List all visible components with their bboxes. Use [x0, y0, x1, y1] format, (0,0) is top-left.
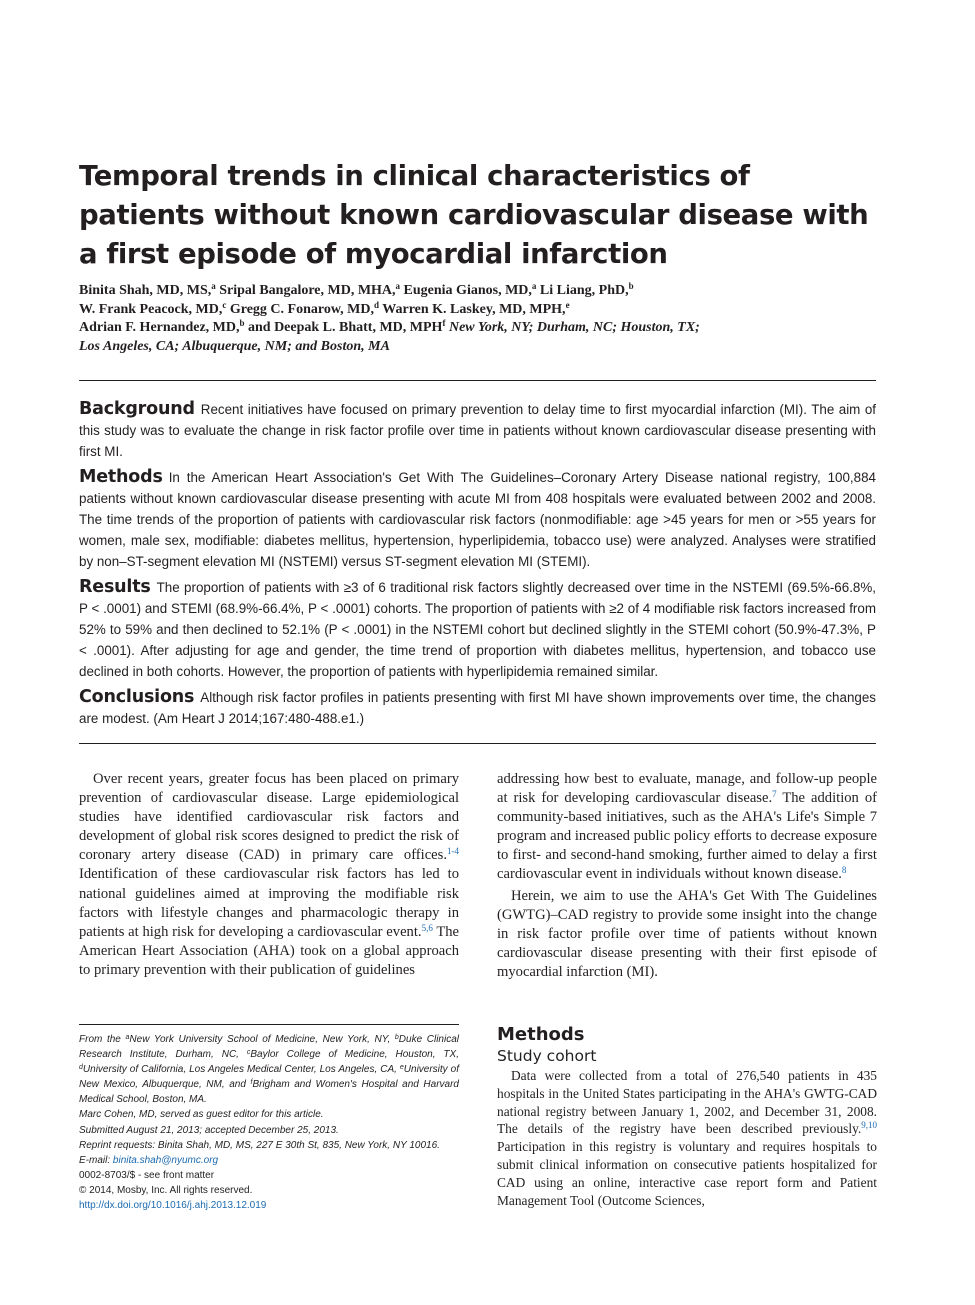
author-line-2 [79, 301, 879, 320]
methods-heading: Methods [497, 1024, 585, 1045]
abstract [79, 399, 876, 735]
guest-editor-note: Marc Cohen, MD, served as guest editor for this article. [79, 1109, 324, 1121]
intro-text: Identification of these cardiovascular risk factors has led to national guidelines aimed at improving the modifiable risk factors with lifestyle changes and pharmacologic therapy in patients at high risk for developing a cardiovascular event. [79, 866, 459, 940]
author-affil: b [239, 318, 245, 328]
abstract-top-rule [79, 380, 876, 381]
methods-paragraph [497, 1067, 877, 1209]
affil-mark: a [125, 1034, 130, 1041]
author-affil: d [374, 299, 380, 310]
author-locations: New York, NY; Durham, NC; Houston, TX; [448, 320, 700, 335]
intro-right-column [497, 770, 877, 982]
affiliations-footnote [79, 1032, 459, 1107]
author-affil: a [531, 281, 537, 291]
abstract-results-text: The proportion of patients with ≥3 of 6 traditional risk factors slightly decreased over time in the NSTEMI (69.5%-66.8%, P < .0001) and STEMI (68.9%-66.4%, P < .0001) cohorts. The proportion of patients with ≥2 of 4 modifiable risk factors increased from 52% to 59% and then declined to 52.1% (P < .0001) in the NSTEMI cohort but declined slightly in the STEMI cohort (50.9%-47.3%, P < .0001). After adjusting for age and gender, the time trend of proportion with diabetes mellitus, hypertension, and tobacco use declined in both cohorts. However, the proportion of patients with hyperlipidemia remained similar. [79, 580, 876, 679]
article-title: Temporal trends in clinical characteristics of patients without known cardiovascular disease with a first episode of myocardial infarction [79, 160, 869, 270]
copyright-line: © 2014, Mosby, Inc. All rights reserved. [79, 1184, 253, 1196]
citation-link[interactable]: 5,6 [421, 922, 433, 933]
methods-text: Participation in this registry is voluntary and requires hospitals to submit clinical information on consecutive patients hospitalized for CAD using an online, interactive case report form and Patient Management Tool (Outcome Sciences, [497, 1139, 877, 1208]
intro-text: Over recent years, greater focus has been placed on primary prevention of cardiovascular disease. Large epidemiological studies have identified cardiovascular risk factors and development of global risk scores designed to predict the risk of coronary artery disease (CAD) in primary care offices. [79, 771, 459, 864]
abstract-methods [79, 467, 876, 572]
author-name: Gregg C. Fonarow, MD, [229, 301, 374, 317]
footnote-text: New York University School of Medicine, New York, NY, [129, 1034, 395, 1045]
author-name: Eugenia Gianos, MD, [403, 283, 532, 298]
author-affil: e [565, 299, 570, 310]
author-affil: f [442, 318, 446, 328]
author-affil: a [395, 281, 401, 291]
abstract-bottom-rule [79, 743, 876, 744]
abstract-conclusions [79, 687, 876, 730]
abstract-results [79, 577, 876, 682]
affil-mark: c [246, 1049, 251, 1057]
methods-text: Data were collected from a total of 276,540 patients in 435 hospitals in the United States participating in the AHA's GWTG-CAD national registry between January 1, 2002, and December 31, 2008. The details of the registry have been described previously. [497, 1068, 877, 1137]
author-affil: a [211, 281, 216, 291]
citation-link[interactable]: 9,10 [861, 1120, 877, 1131]
abstract-conclusions-text: Although risk factor profiles in patients presenting with first MI have shown improvements over time, the changes are modest. (Am Heart J 2014;167:480-488.e1.) [79, 690, 876, 727]
author-name: and Deepak L. Bhatt, MD, MPH [248, 320, 443, 335]
abstract-background [79, 399, 876, 462]
footnote-text: Duke Clinical Research Institute, Durham, NC, [79, 1034, 459, 1061]
reprint-requests: Reprint requests: Binita Shah, MD, MS, 227 E 30th St, 835, New York, NY 10016. [79, 1139, 440, 1151]
footnote-text: From the [79, 1034, 126, 1045]
footnotes [79, 1032, 459, 1213]
author-name: Warren K. Laskey, MD, MPH, [382, 301, 566, 317]
citation-link[interactable]: 1-4 [447, 846, 459, 857]
intro-paragraph-cont [497, 770, 877, 885]
intro-text: The addition of community-based initiatives, such as the AHA's Life's Simple 7 program and increased public policy efforts to decrease exposure to first- and second-hand smoking, further aimed to delay a first cardiovascular event in individuals without known disease. [497, 790, 877, 883]
study-cohort-subheading: Study cohort [497, 1047, 597, 1065]
intro-text: addressing how best to evaluate, manage, and follow-up people at risk for developing cardiovascular disease. [497, 771, 877, 807]
intro-left-column [79, 770, 459, 980]
author-name: Li Liang, PhD, [539, 283, 629, 298]
doi-link[interactable]: http://dx.doi.org/10.1016/j.ahj.2013.12.019 [79, 1200, 267, 1212]
abstract-conclusions-head: Conclusions [79, 687, 195, 708]
footnote-text: Brigham and Women's Hospital and Harvard Medical School, Boston, MA. [79, 1079, 459, 1106]
doi-line [79, 1198, 459, 1213]
abstract-background-text: Recent initiatives have focused on primary prevention to delay time to first myocardial infarction (MI). The aim of this study was to evaluate the change in risk factor profile over time in patients without known cardiovascular disease presenting with first MI. [79, 402, 876, 459]
footnote-rule [79, 1024, 459, 1025]
author-locations-cont: Los Angeles, CA; Albuquerque, NM; and Boston, MA [79, 338, 390, 354]
footnote-text: University of California, Los Angeles Medical Center, Los Angeles, CA, [82, 1064, 400, 1076]
author-line-1 [79, 282, 879, 301]
citation-link[interactable]: 8 [841, 865, 847, 876]
affil-mark: b [394, 1034, 399, 1041]
intro-paragraph [79, 770, 459, 980]
footnote-text: University of New Mexico, Albuquerque, NM, and [79, 1064, 459, 1091]
citation-link[interactable]: 7 [772, 789, 777, 800]
author-name: W. Frank Peacock, MD, [79, 301, 223, 317]
author-affil: b [628, 281, 634, 291]
intro-text: The American Heart Association (AHA) took on a global approach to primary prevention with their publication of guidelines [79, 923, 460, 978]
aim-paragraph: Herein, we aim to use the AHA's Get With The Guidelines (GWTG)–CAD registry to provide some insight into the change in risk factor profile over time of patients without known cardiovascular disease presenting with their first episode of myocardial infarction (MI). [497, 887, 877, 980]
affil-mark: f [250, 1079, 253, 1087]
abstract-background-head: Background [79, 399, 195, 419]
abstract-methods-head: Methods [79, 467, 163, 488]
footnote-text: Baylor College of Medicine, Houston, TX, [250, 1049, 459, 1061]
submission-dates: Submitted August 21, 2013; accepted December 25, 2013. [79, 1124, 339, 1136]
abstract-methods-text: In the American Heart Association's Get With The Guidelines–Coronary Artery Disease national registry, 100,884 patients without known cardiovascular disease presenting with acute MI from 408 hospitals were evaluated between 2002 and 2008. The time trends of the proportion of patients with cardiovascular risk factors (nonmodifiable: age >45 years for men or >55 years for women, male sex, modifiable: diabetes mellitus, hypertension, hyperlipidemia, tobacco use) were analyzed. Analyses were stratified by non–ST-segment elevation MI (NSTEMI) versus ST-segment elevation MI (STEMI). [79, 470, 876, 569]
email-link[interactable]: binita.shah@nyumc.org [112, 1154, 219, 1166]
author-name: Binita Shah, MD, MS, [79, 283, 212, 298]
email-line [79, 1153, 459, 1168]
author-affil: c [222, 299, 227, 310]
affil-mark: e [399, 1064, 404, 1072]
author-line-3 [79, 319, 879, 338]
abstract-results-head: Results [79, 577, 151, 598]
author-list [79, 282, 879, 356]
methods-section [497, 1024, 877, 1209]
affil-mark: d [79, 1064, 83, 1072]
author-name: Sripal Bangalore, MD, MHA, [219, 283, 396, 298]
issn-line: 0002-8703/$ - see front matter [79, 1169, 215, 1181]
email-label: E-mail: [79, 1154, 113, 1166]
author-name: Adrian F. Hernandez, MD, [79, 320, 240, 335]
